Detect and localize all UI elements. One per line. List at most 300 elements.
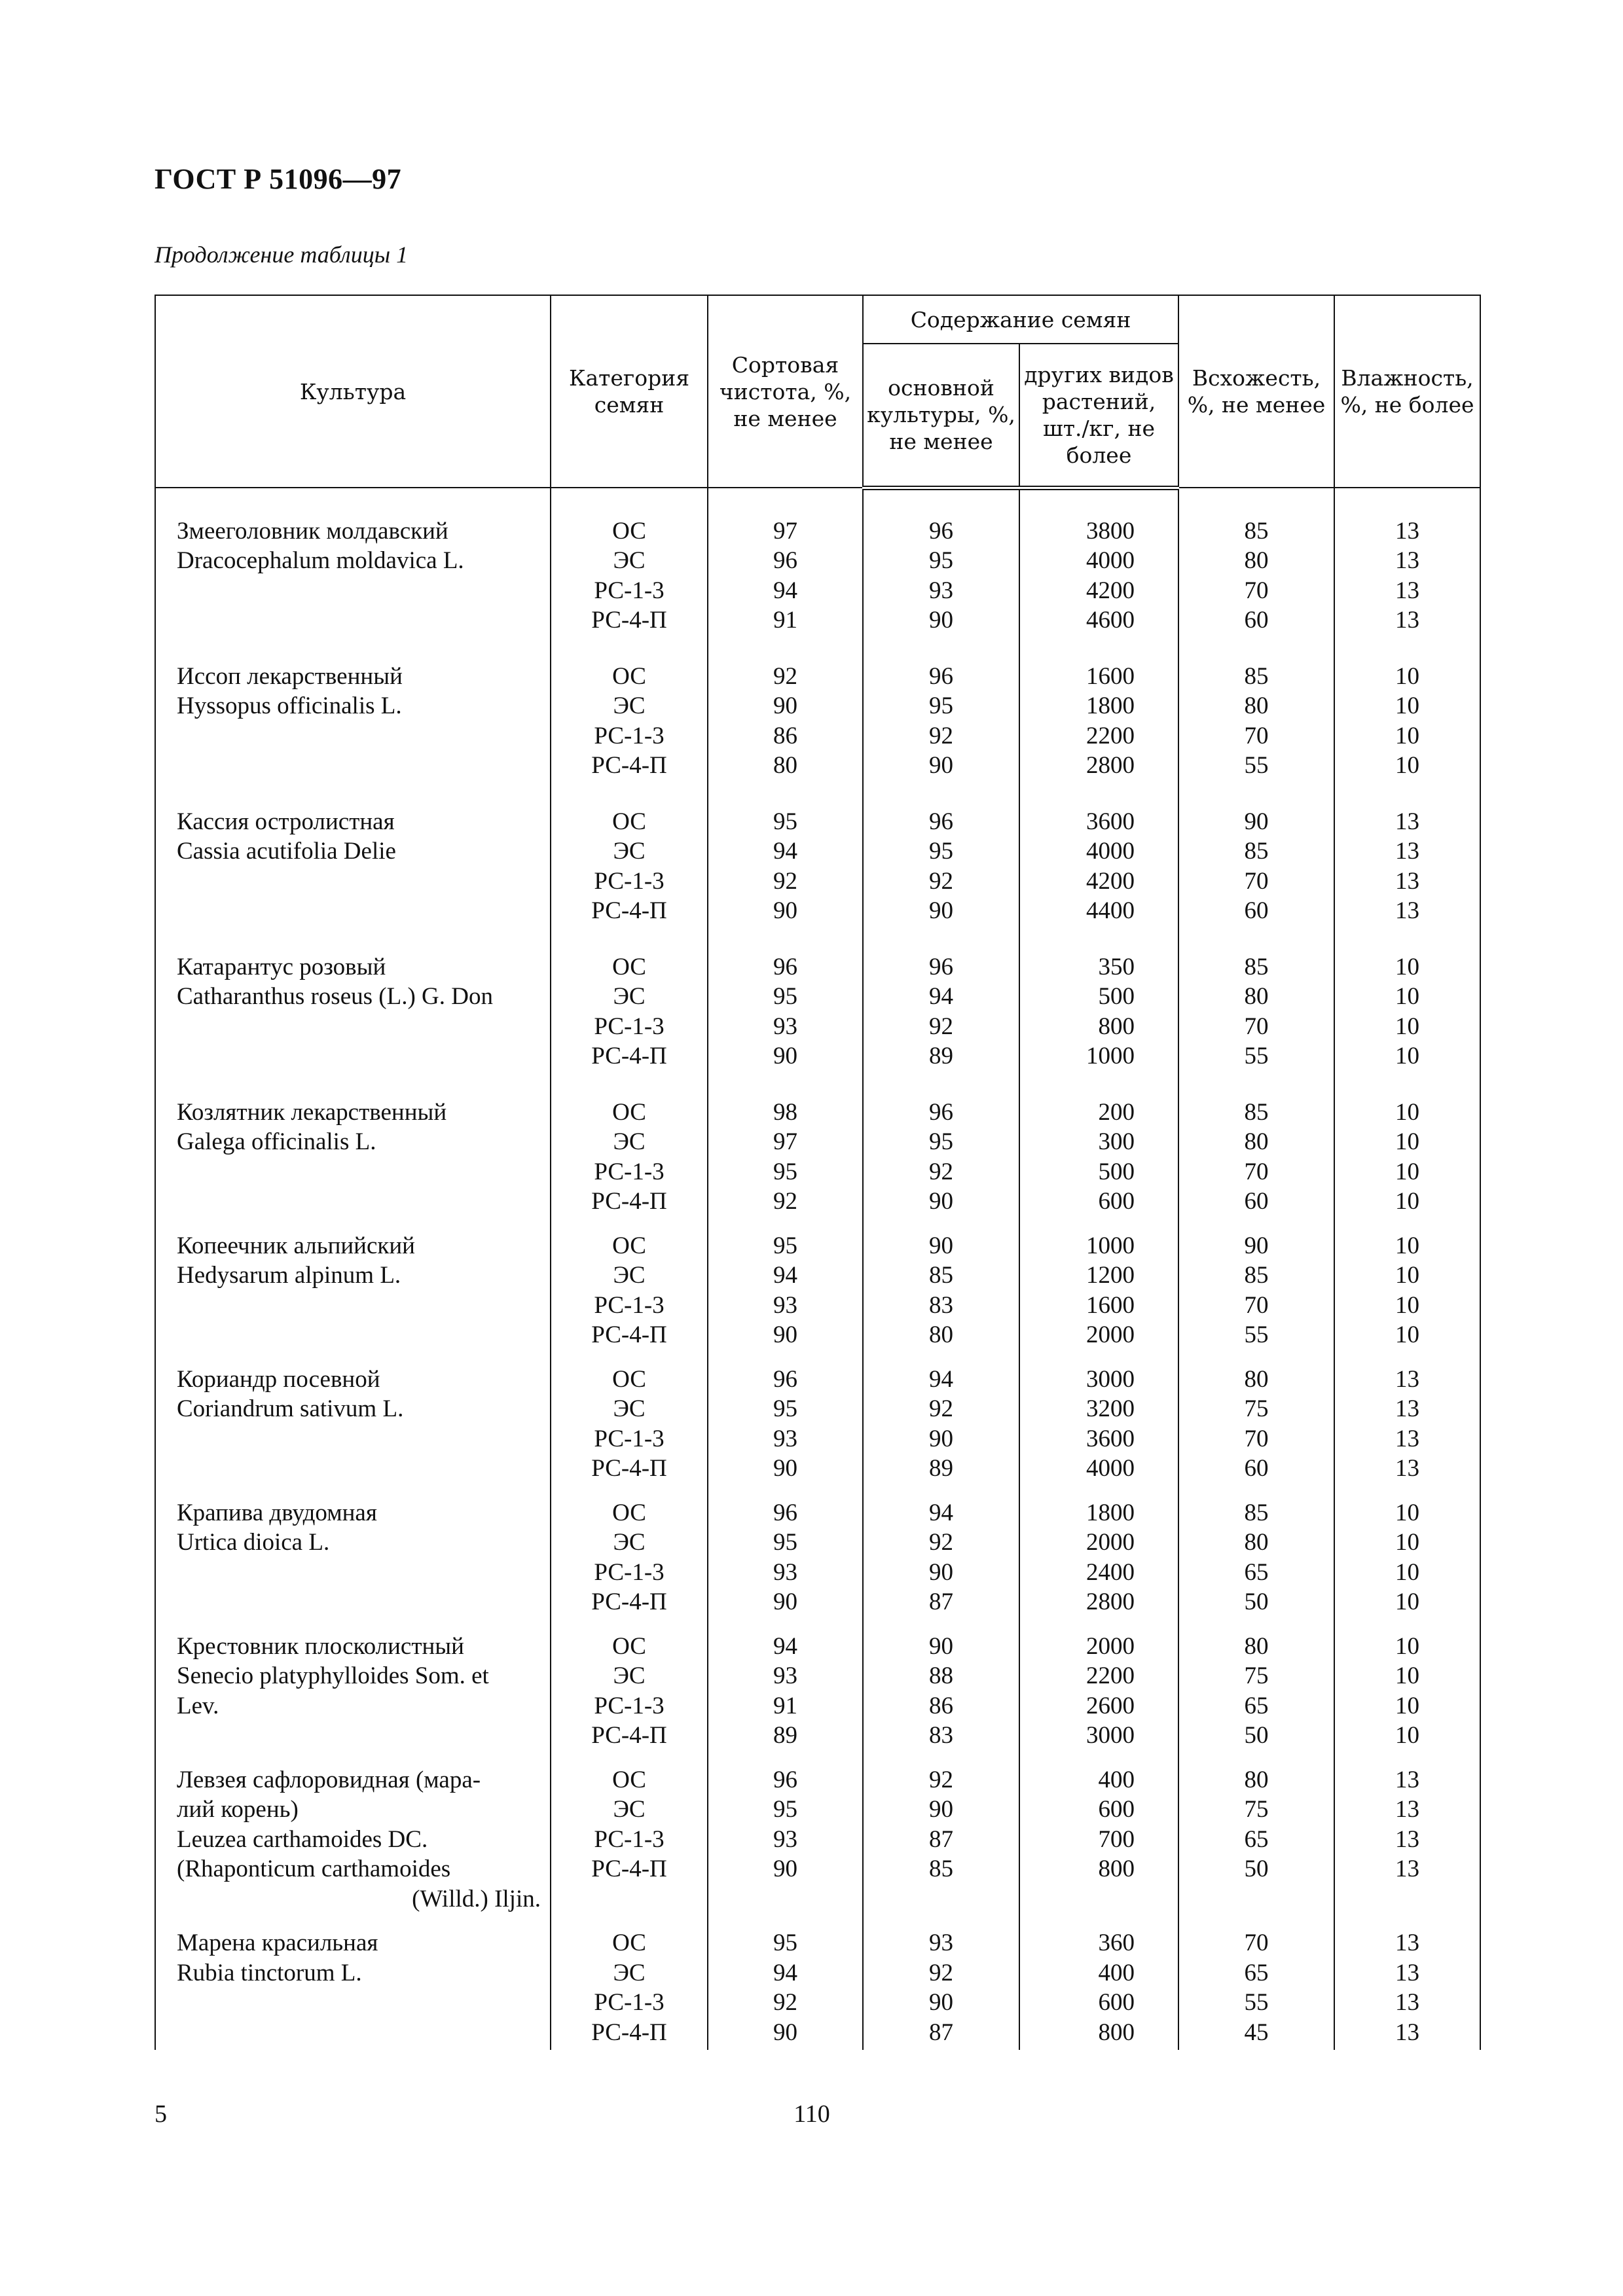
category-value: РС-1-3	[594, 1425, 665, 1452]
crop-name-line: Dracocephalum moldavica L.	[177, 547, 464, 574]
main-crop-cell	[863, 807, 1019, 952]
crop-name-line: Змееголовник молдавский	[177, 517, 448, 545]
moisture-value: 13	[1395, 517, 1419, 545]
category-value: РС-4-П	[591, 1588, 667, 1615]
purity-value: 90	[773, 1588, 797, 1615]
moisture-value: 10	[1395, 1098, 1419, 1126]
other-species-value: 500	[1098, 983, 1135, 1010]
germination-value: 80	[1244, 692, 1269, 719]
other-species-value: 4000	[1086, 547, 1135, 574]
category-cell	[551, 1098, 708, 1231]
purity-value: 90	[773, 692, 797, 719]
center-page-number: 110	[793, 2100, 830, 2128]
purity-value: 97	[773, 1128, 797, 1155]
table-row	[155, 807, 1480, 952]
other-species-value: 600	[1098, 1796, 1135, 1823]
germination-value: 60	[1244, 897, 1269, 924]
purity-cell	[708, 1498, 863, 1632]
germination-value: 50	[1244, 1722, 1269, 1749]
germination-cell	[1178, 662, 1334, 807]
moisture-value: 10	[1395, 1722, 1419, 1749]
main-crop-value: 92	[929, 1395, 953, 1422]
purity-value: 94	[773, 838, 797, 865]
category-value: РС-1-3	[594, 1291, 665, 1319]
header-germination: Всхожесть, %, не менее	[1178, 295, 1334, 488]
germination-value: 55	[1244, 1321, 1269, 1348]
purity-value: 92	[773, 1188, 797, 1215]
germination-value: 80	[1244, 1365, 1269, 1393]
moisture-cell	[1334, 1928, 1480, 2050]
germination-value: 85	[1244, 517, 1269, 545]
crop-name-line: Rubia tinctorum L.	[177, 1959, 362, 1986]
germination-cell	[1178, 1098, 1334, 1231]
other-species-value: 3000	[1086, 1365, 1135, 1393]
main-crop-cell	[863, 1231, 1019, 1365]
purity-value: 86	[773, 722, 797, 749]
main-crop-value: 95	[929, 1128, 953, 1155]
other-species-cell	[1019, 1632, 1178, 1765]
crop-name-line: Крапива двудомная	[177, 1499, 377, 1526]
table-row	[155, 662, 1480, 807]
purity-value: 96	[773, 953, 797, 980]
germination-cell	[1178, 1765, 1334, 1929]
moisture-cell	[1334, 516, 1480, 662]
moisture-value: 13	[1395, 1796, 1419, 1823]
table-row	[155, 1765, 1480, 1929]
crop-name-line: Hedysarum alpinum L.	[177, 1262, 401, 1289]
main-crop-value: 83	[929, 1722, 953, 1749]
category-cell	[551, 662, 708, 807]
germination-value: 70	[1244, 867, 1269, 895]
moisture-value: 10	[1395, 1262, 1419, 1289]
moisture-value: 10	[1395, 1692, 1419, 1719]
main-crop-cell	[863, 1098, 1019, 1231]
category-value: РС-4-П	[591, 897, 667, 924]
other-species-cell	[1019, 807, 1178, 952]
other-species-value: 2000	[1086, 1632, 1135, 1660]
category-value: РС-1-3	[594, 1558, 665, 1586]
moisture-value: 10	[1395, 662, 1419, 690]
purity-value: 80	[773, 752, 797, 779]
germination-value: 75	[1244, 1395, 1269, 1422]
germination-value: 90	[1244, 808, 1269, 835]
moisture-cell	[1334, 1365, 1480, 1498]
other-species-value: 1800	[1086, 692, 1135, 719]
other-species-cell	[1019, 516, 1178, 662]
category-value: ЭС	[613, 983, 646, 1010]
crop-name-cell	[155, 1365, 551, 1498]
germination-cell	[1178, 807, 1334, 952]
germination-value: 80	[1244, 1529, 1269, 1556]
crop-name-line: Coriandrum sativum L.	[177, 1395, 404, 1422]
category-value: РС-1-3	[594, 1989, 665, 2016]
purity-cell	[708, 1098, 863, 1231]
category-value: ЭС	[613, 1796, 646, 1823]
moisture-value: 13	[1395, 1959, 1419, 1986]
purity-cell	[708, 1365, 863, 1498]
main-crop-value: 90	[929, 607, 953, 634]
germination-value: 70	[1244, 577, 1269, 604]
table-row	[155, 516, 1480, 662]
category-cell	[551, 952, 708, 1098]
crop-name-cell	[155, 662, 551, 807]
crop-name-line: Galega officinalis L.	[177, 1128, 376, 1155]
category-cell	[551, 1632, 708, 1765]
moisture-cell	[1334, 807, 1480, 952]
crop-name-line: Крестовник плосколистный	[177, 1632, 464, 1660]
moisture-value: 10	[1395, 1158, 1419, 1185]
category-value: ОС	[612, 1632, 646, 1660]
category-value: РС-4-П	[591, 1455, 667, 1482]
other-species-value: 4200	[1086, 577, 1135, 604]
purity-value: 90	[773, 1856, 797, 1882]
main-crop-cell	[863, 662, 1019, 807]
moisture-value: 10	[1395, 1291, 1419, 1319]
category-value: РС-1-3	[594, 867, 665, 895]
document-code: ГОСТ Р 51096—97	[155, 163, 402, 195]
purity-value: 96	[773, 1766, 797, 1793]
other-species-value: 1800	[1086, 1499, 1135, 1526]
moisture-value: 13	[1395, 867, 1419, 895]
other-species-value: 3000	[1086, 1722, 1135, 1749]
other-species-value: 400	[1098, 1959, 1135, 1986]
purity-value: 89	[773, 1722, 797, 1749]
germination-value: 55	[1244, 1989, 1269, 2016]
moisture-value: 13	[1395, 577, 1419, 604]
category-value: ОС	[612, 1098, 646, 1126]
main-crop-value: 96	[929, 517, 953, 545]
main-crop-value: 85	[929, 1856, 953, 1882]
purity-value: 92	[773, 867, 797, 895]
other-species-value: 4600	[1086, 607, 1135, 634]
other-species-value: 4000	[1086, 838, 1135, 865]
crop-name-line: Hyssopus officinalis L.	[177, 692, 402, 719]
seed-standards-table	[155, 295, 1481, 2050]
crop-name-cell	[155, 1498, 551, 1632]
category-value: РС-1-3	[594, 1825, 665, 1853]
category-value: ЭС	[613, 1662, 646, 1689]
germination-value: 50	[1244, 1588, 1269, 1615]
main-crop-value: 92	[929, 1013, 953, 1040]
table-row	[155, 1098, 1480, 1231]
moisture-value: 13	[1395, 1856, 1419, 1882]
category-value: РС-4-П	[591, 1321, 667, 1348]
category-cell	[551, 1365, 708, 1498]
germination-value: 80	[1244, 1766, 1269, 1793]
moisture-value: 10	[1395, 1499, 1419, 1526]
germination-value: 65	[1244, 1558, 1269, 1586]
purity-value: 92	[773, 662, 797, 690]
main-crop-value: 87	[929, 1825, 953, 1853]
crop-name-line: Катарантус розовый	[177, 953, 386, 980]
purity-value: 90	[773, 2018, 797, 2046]
other-species-value: 2800	[1086, 1588, 1135, 1615]
moisture-value: 13	[1395, 1395, 1419, 1422]
crop-name-cell	[155, 1632, 551, 1765]
germination-value: 80	[1244, 983, 1269, 1010]
table-row	[155, 1928, 1480, 2050]
germination-value: 75	[1244, 1796, 1269, 1823]
main-crop-value: 92	[929, 1766, 953, 1793]
table-body	[155, 488, 1480, 2050]
crop-name-cell	[155, 1098, 551, 1231]
category-cell	[551, 1231, 708, 1365]
purity-value: 95	[773, 983, 797, 1010]
main-crop-value: 90	[929, 1632, 953, 1660]
purity-value: 94	[773, 577, 797, 604]
main-crop-value: 90	[929, 1188, 953, 1215]
main-crop-value: 87	[929, 2018, 953, 2046]
germination-cell	[1178, 1365, 1334, 1498]
crop-name-cell	[155, 1765, 551, 1929]
crop-name-line: Cassia acutifolia Delie	[177, 838, 396, 865]
other-species-value: 2600	[1086, 1692, 1135, 1719]
main-crop-value: 96	[929, 808, 953, 835]
crop-name-cell	[155, 952, 551, 1098]
main-crop-value: 96	[929, 662, 953, 690]
other-species-value: 1200	[1086, 1262, 1135, 1289]
moisture-cell	[1334, 1498, 1480, 1632]
moisture-cell	[1334, 1231, 1480, 1365]
category-value: РС-4-П	[591, 1856, 667, 1882]
main-crop-value: 90	[929, 1558, 953, 1586]
other-species-value: 1000	[1086, 1043, 1135, 1069]
table-row	[155, 1632, 1480, 1765]
header-category: Категория семян	[551, 295, 708, 488]
germination-value: 70	[1244, 1291, 1269, 1319]
moisture-value: 10	[1395, 983, 1419, 1010]
category-value: ЭС	[613, 1262, 646, 1289]
moisture-value: 10	[1395, 692, 1419, 719]
other-species-value: 1600	[1086, 1291, 1135, 1319]
germination-value: 75	[1244, 1662, 1269, 1689]
moisture-value: 13	[1395, 1425, 1419, 1452]
moisture-cell	[1334, 1632, 1480, 1765]
purity-value: 93	[773, 1558, 797, 1586]
other-species-value: 800	[1098, 1013, 1135, 1040]
purity-cell	[708, 952, 863, 1098]
germination-value: 60	[1244, 1455, 1269, 1482]
moisture-value: 10	[1395, 752, 1419, 779]
moisture-value: 13	[1395, 897, 1419, 924]
crop-name-line: Leuzea carthamoides DC.	[177, 1825, 428, 1853]
germination-value: 65	[1244, 1825, 1269, 1853]
main-crop-value: 90	[929, 752, 953, 779]
category-value: РС-4-П	[591, 752, 667, 779]
table-continuation-label: Продолжение таблицы 1	[155, 242, 409, 268]
purity-value: 95	[773, 1158, 797, 1185]
category-value: ОС	[612, 1232, 646, 1259]
table-row	[155, 1498, 1480, 1632]
moisture-value: 13	[1395, 2018, 1419, 2046]
purity-value: 95	[773, 1529, 797, 1556]
main-crop-value: 86	[929, 1692, 953, 1719]
page-number: 5	[155, 2100, 167, 2128]
main-crop-cell	[863, 1765, 1019, 1929]
main-crop-value: 83	[929, 1291, 953, 1319]
category-cell	[551, 1498, 708, 1632]
purity-value: 90	[773, 1321, 797, 1348]
germination-value: 85	[1244, 1499, 1269, 1526]
category-cell	[551, 807, 708, 952]
purity-value: 95	[773, 1929, 797, 1956]
moisture-value: 13	[1395, 1989, 1419, 2016]
moisture-value: 10	[1395, 1013, 1419, 1040]
purity-value: 91	[773, 1692, 797, 1719]
crop-name-cell	[155, 1231, 551, 1365]
germination-value: 80	[1244, 1128, 1269, 1155]
moisture-value: 10	[1395, 1529, 1419, 1556]
crop-name-line: Кориандр посевной	[177, 1365, 380, 1393]
germination-cell	[1178, 952, 1334, 1098]
other-species-value: 400	[1098, 1766, 1135, 1793]
moisture-value: 10	[1395, 1558, 1419, 1586]
other-species-cell	[1019, 952, 1178, 1098]
main-crop-cell	[863, 1498, 1019, 1632]
category-cell	[551, 516, 708, 662]
category-cell	[551, 1765, 708, 1929]
other-species-cell	[1019, 1765, 1178, 1929]
purity-value: 95	[773, 1796, 797, 1823]
crop-name-line: Senecio platyphylloides Som. et	[177, 1662, 489, 1689]
purity-cell	[708, 807, 863, 952]
category-value: РС-4-П	[591, 2018, 667, 2046]
other-species-value: 3800	[1086, 517, 1135, 545]
other-species-value: 200	[1098, 1098, 1135, 1126]
other-species-value: 2800	[1086, 752, 1135, 779]
purity-value: 95	[773, 1395, 797, 1422]
other-species-cell	[1019, 1928, 1178, 2050]
main-crop-value: 90	[929, 1425, 953, 1452]
other-species-value: 800	[1098, 1856, 1135, 1882]
purity-cell	[708, 1632, 863, 1765]
category-value: РС-1-3	[594, 577, 665, 604]
crop-name-cell	[155, 516, 551, 662]
germination-value: 55	[1244, 1043, 1269, 1069]
main-crop-value: 94	[929, 1499, 953, 1526]
main-crop-cell	[863, 516, 1019, 662]
purity-value: 94	[773, 1632, 797, 1660]
main-crop-value: 92	[929, 722, 953, 749]
category-value: РС-1-3	[594, 1013, 665, 1040]
germination-cell	[1178, 1231, 1334, 1365]
moisture-value: 10	[1395, 1588, 1419, 1615]
purity-cell	[708, 1765, 863, 1929]
category-value: ЭС	[613, 692, 646, 719]
other-species-value: 1000	[1086, 1232, 1135, 1259]
moisture-value: 10	[1395, 1043, 1419, 1069]
crop-name-line: Козлятник лекарственный	[177, 1098, 447, 1126]
category-value: ЭС	[613, 1395, 646, 1422]
moisture-cell	[1334, 1765, 1480, 1929]
moisture-value: 13	[1395, 1455, 1419, 1482]
purity-cell	[708, 1928, 863, 2050]
main-crop-value: 85	[929, 1262, 953, 1289]
moisture-value: 10	[1395, 1232, 1419, 1259]
germination-cell	[1178, 516, 1334, 662]
main-crop-value: 80	[929, 1321, 953, 1348]
moisture-value: 13	[1395, 1929, 1419, 1956]
main-crop-value: 89	[929, 1455, 953, 1482]
category-value: РС-1-3	[594, 1692, 665, 1719]
moisture-value: 10	[1395, 1321, 1419, 1348]
crop-name-cell	[155, 1928, 551, 2050]
category-value: ЭС	[613, 1128, 646, 1155]
other-species-value: 2000	[1086, 1321, 1135, 1348]
purity-value: 96	[773, 1365, 797, 1393]
category-value: ОС	[612, 662, 646, 690]
germination-value: 80	[1244, 1632, 1269, 1660]
moisture-value: 10	[1395, 1662, 1419, 1689]
purity-cell	[708, 516, 863, 662]
other-species-value: 360	[1098, 1929, 1135, 1956]
moisture-value: 13	[1395, 607, 1419, 634]
crop-name-line: Копеечник альпийский	[177, 1232, 415, 1259]
header-other-species: других видов растений, шт./кг, не более	[1019, 344, 1178, 488]
germination-value: 80	[1244, 547, 1269, 574]
category-value: ОС	[612, 1499, 646, 1526]
main-crop-value: 90	[929, 1796, 953, 1823]
crop-name-line: лий корень)	[177, 1796, 299, 1823]
main-crop-value: 92	[929, 1158, 953, 1185]
crop-name-line: Lev.	[177, 1692, 219, 1719]
main-crop-value: 95	[929, 547, 953, 574]
moisture-value: 13	[1395, 1825, 1419, 1853]
germination-value: 70	[1244, 1425, 1269, 1452]
header-moisture: Влажность, %, не более	[1334, 295, 1480, 488]
other-species-value: 3600	[1086, 808, 1135, 835]
main-crop-value: 92	[929, 1959, 953, 1986]
moisture-cell	[1334, 952, 1480, 1098]
category-value: РС-4-П	[591, 1188, 667, 1215]
crop-name-cell	[155, 807, 551, 952]
moisture-value: 10	[1395, 953, 1419, 980]
purity-cell	[708, 1231, 863, 1365]
purity-value: 93	[773, 1662, 797, 1689]
moisture-value: 10	[1395, 1632, 1419, 1660]
main-crop-value: 94	[929, 1365, 953, 1393]
purity-value: 96	[773, 1499, 797, 1526]
germination-value: 65	[1244, 1692, 1269, 1719]
other-species-value: 4200	[1086, 867, 1135, 895]
germination-value: 45	[1244, 2018, 1269, 2046]
purity-value: 95	[773, 808, 797, 835]
germination-value: 85	[1244, 838, 1269, 865]
other-species-value: 600	[1098, 1989, 1135, 2016]
crop-name-line: Urtica dioica L.	[177, 1529, 330, 1556]
table-row	[155, 952, 1480, 1098]
other-species-value: 3200	[1086, 1395, 1135, 1422]
other-species-value: 300	[1098, 1128, 1135, 1155]
category-value: ЭС	[613, 1529, 646, 1556]
purity-value: 93	[773, 1013, 797, 1040]
category-value: ОС	[612, 953, 646, 980]
category-value: ОС	[612, 517, 646, 545]
purity-value: 91	[773, 607, 797, 634]
main-crop-value: 92	[929, 867, 953, 895]
germination-cell	[1178, 1632, 1334, 1765]
moisture-value: 13	[1395, 808, 1419, 835]
germination-value: 65	[1244, 1959, 1269, 1986]
purity-value: 93	[773, 1425, 797, 1452]
main-crop-cell	[863, 1632, 1019, 1765]
purity-value: 93	[773, 1291, 797, 1319]
category-value: РС-1-3	[594, 722, 665, 749]
germination-value: 85	[1244, 662, 1269, 690]
other-species-value: 1600	[1086, 662, 1135, 690]
category-value: ОС	[612, 1365, 646, 1393]
moisture-value: 10	[1395, 1128, 1419, 1155]
